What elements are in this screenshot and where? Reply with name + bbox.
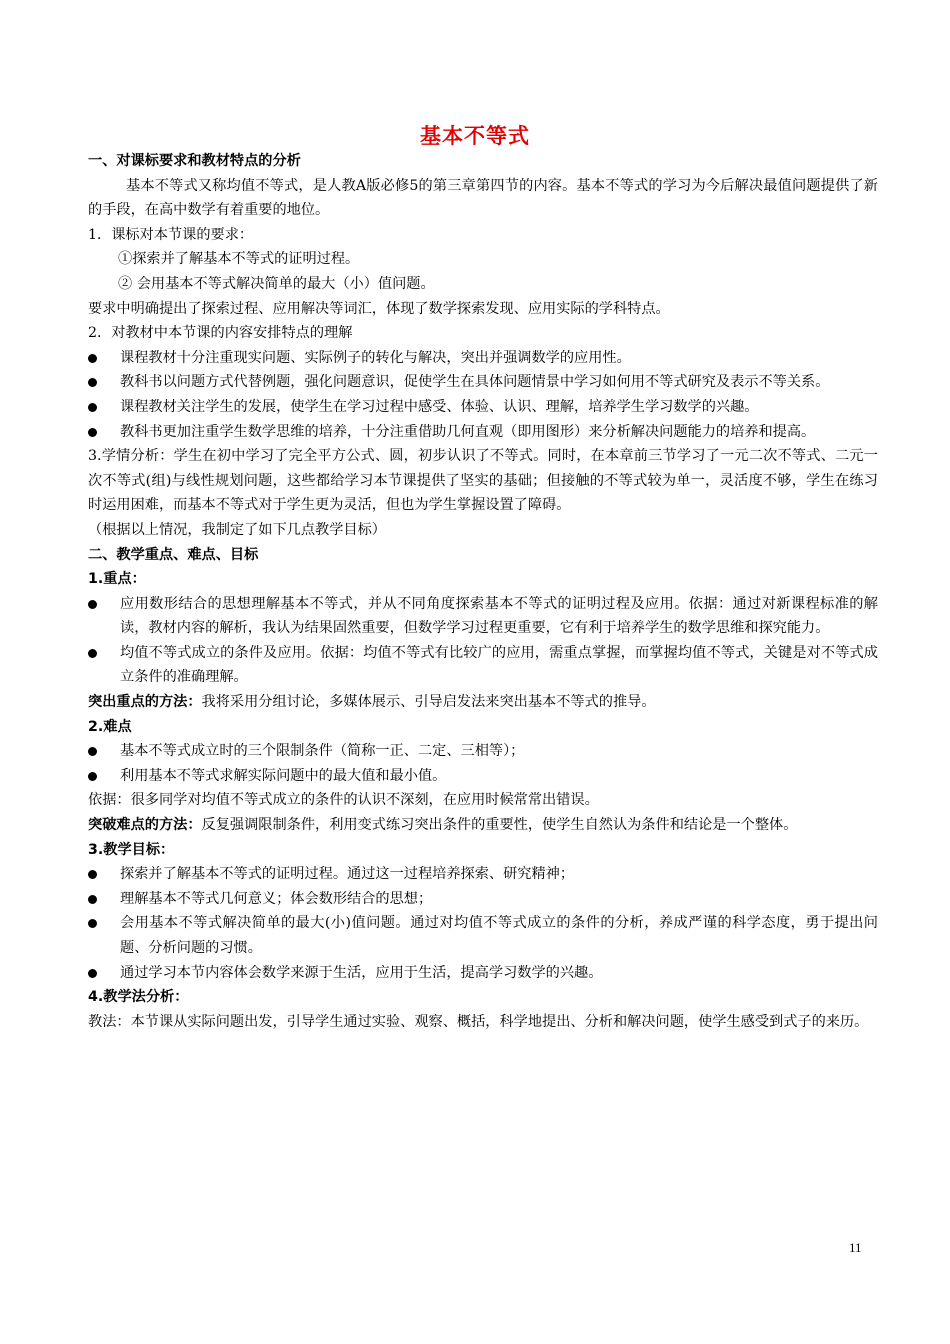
requirement-item-2: ② 会用基本不等式解决简单的最大（小）值问题。 bbox=[118, 275, 435, 292]
bullet-icon bbox=[88, 354, 97, 363]
list-item bbox=[88, 887, 878, 912]
bullet-icon bbox=[88, 403, 97, 412]
key-method bbox=[88, 690, 878, 715]
method-heading: 4.教学法分析： bbox=[88, 989, 189, 1006]
list-item bbox=[88, 592, 878, 641]
list-item-text: 应用数形结合的思想理解基本不等式，并从不同角度探索基本不等式的证明过程及应用。依据：通过对新课程标准的解读，教材内容的解析，我认为结果固然重要，但数学学习过程更重要，它有利于培养学生的数学思维和探究能力。 bbox=[120, 595, 878, 637]
difficulty-method-text: 反复强调限制条件，利用变式练习突出条件的重要性，使学生自然认为条件和结论是一个整体。 bbox=[201, 817, 798, 834]
difficulty-basis: 依据：很多同学对均值不等式成立的条件的认识不深刻，在应用时候常常出错误。 bbox=[88, 792, 599, 809]
list-item-text: 会用基本不等式解决简单的最大(小)值问题。通过对均值不等式成立的条件的分析，养成严谨的科学态度，勇于提出问题、分析问题的习惯。 bbox=[120, 915, 878, 956]
section-heading-1: 一、对课标要求和教材特点的分析 bbox=[88, 153, 301, 169]
content-heading: 2．对教材中本节课的内容安排特点的理解 bbox=[88, 325, 353, 342]
list-item-text: 利用基本不等式求解实际问题中的最大值和最小值。 bbox=[120, 767, 447, 784]
list-item bbox=[88, 641, 878, 690]
goal-note: （根据以上情况，我制定了如下几点教学目标） bbox=[88, 521, 386, 538]
key-points-heading: 1.重点： bbox=[88, 571, 146, 588]
list-item bbox=[88, 739, 878, 764]
list-item bbox=[88, 862, 878, 887]
list-item-text: 通过学习本节内容体会数学来源于生活，应用于生活，提高学习数学的兴趣。 bbox=[120, 964, 603, 981]
page-number: 11 bbox=[849, 1240, 862, 1255]
list-item-text: 理解基本不等式几何意义；体会数形结合的思想； bbox=[120, 890, 433, 907]
requirement-summary: 要求中明确提出了探索过程、应用解决等词汇，体现了数学探索发现、应用实际的学科特点。 bbox=[88, 300, 670, 317]
list-item-text: 教科书更加注重学生数学思维的培养，十分注重借助几何直观（即用图形）来分析解决问题能力的培养和提高。 bbox=[120, 423, 816, 440]
list-item bbox=[88, 395, 878, 420]
bullet-icon bbox=[88, 747, 97, 756]
intro-paragraph: 基本不等式又称均值不等式，是人教A版必修5的第三章第四节的内容。基本不等式的学习为今后解决最值问题提供了新的手段，在高中数学有着重要的地位。 bbox=[88, 177, 878, 219]
key-method-label: 突出重点的方法： bbox=[88, 694, 202, 711]
bullet-icon bbox=[88, 428, 97, 437]
list-item-text: 探索并了解基本不等式的证明过程。通过这一过程培养探索、研究精神； bbox=[120, 866, 575, 883]
method-paragraph: 教法：本节课从实际问题出发，引导学生通过实验、观察、概括，科学地提出、分析和解决问题，使学生感受到式子的来历。 bbox=[88, 1013, 869, 1030]
student-analysis: 3.学情分析：学生在初中学习了完全平方公式、圆，初步认识了不等式。同时，在本章前三节学习了一元二次不等式、二元一次不等式(组)与线性规划问题，这些都给学习本节课提供了坚实的基础；但接触的不等式较为单一，灵活度不够，学生在练习时运用困难，而基本不等式对于学生更为灵活，但也为学生掌握设置了障碍。 bbox=[88, 448, 878, 514]
section-heading-2: 二、教学重点、难点、目标 bbox=[88, 546, 259, 563]
difficulty-method bbox=[88, 813, 878, 838]
bullet-icon bbox=[88, 969, 97, 978]
difficulty-heading: 2.难点 bbox=[88, 718, 132, 735]
document-title: 基本不等式 bbox=[420, 124, 530, 148]
list-item-text: 课程教材十分注重现实问题、实际例子的转化与解决，突出并强调数学的应用性。 bbox=[120, 349, 631, 366]
list-item-text: 课程教材关注学生的发展，使学生在学习过程中感受、体验、认识、理解，培养学生学习数学的兴趣。 bbox=[120, 398, 759, 415]
goals-heading: 3.教学目标： bbox=[88, 841, 175, 858]
bullet-icon bbox=[88, 895, 97, 904]
document-body bbox=[88, 149, 878, 1034]
list-item-text: 均值不等式成立的条件及应用。依据：均值不等式有比较广的应用，需重点掌握，而掌握均值不等式，关键是对不等式成立条件的准确理解。 bbox=[120, 644, 878, 686]
list-item bbox=[88, 370, 878, 395]
list-item-text: 基本不等式成立时的三个限制条件（简称一正、二定、三相等）； bbox=[120, 743, 525, 760]
bullet-icon bbox=[88, 600, 97, 609]
bullet-icon bbox=[88, 919, 97, 928]
list-item bbox=[88, 420, 878, 445]
list-item bbox=[88, 961, 878, 986]
list-item-text: 教科书以问题方式代替例题，强化问题意识，促使学生在具体问题情景中学习如何用不等式研究及表示不等关系。 bbox=[120, 374, 830, 391]
key-method-text: 我将采用分组讨论，多媒体展示、引导启发法来突出基本不等式的推导。 bbox=[201, 694, 656, 711]
list-item bbox=[88, 911, 878, 960]
bullet-icon bbox=[88, 870, 97, 879]
requirement-item-1: ①探索并了解基本不等式的证明过程。 bbox=[118, 251, 360, 268]
list-item bbox=[88, 764, 878, 789]
bullet-icon bbox=[88, 649, 97, 658]
list-item bbox=[88, 346, 878, 371]
bullet-icon bbox=[88, 378, 97, 387]
difficulty-method-label: 突破难点的方法： bbox=[88, 817, 202, 834]
bullet-icon bbox=[88, 772, 97, 781]
requirement-heading: 1．课标对本节课的要求： bbox=[88, 226, 254, 243]
